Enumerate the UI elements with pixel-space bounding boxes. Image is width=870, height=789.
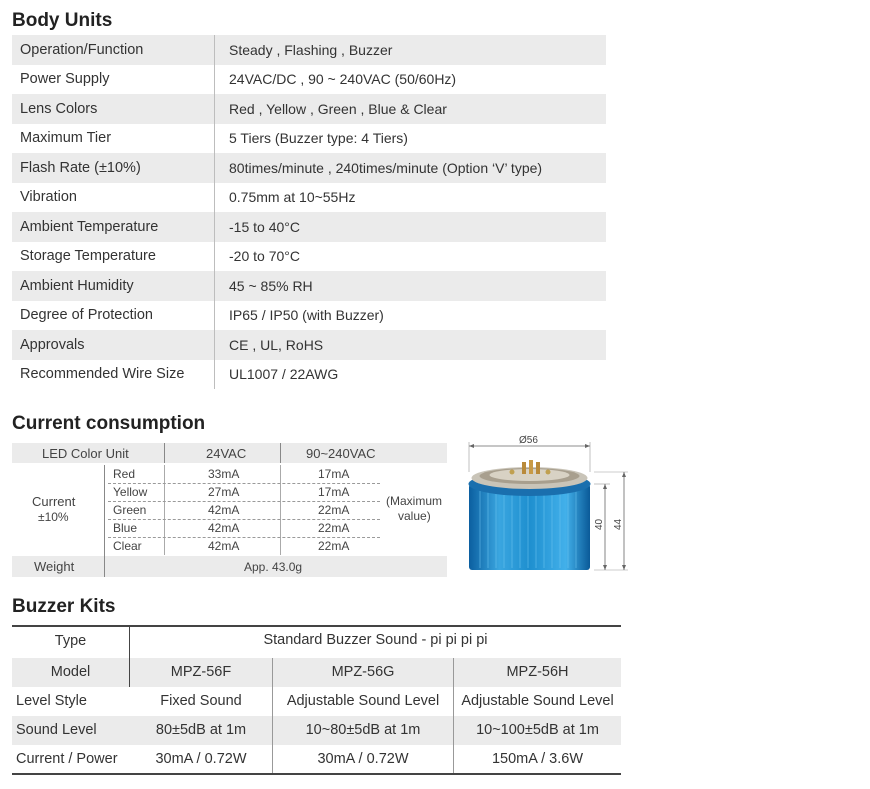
spec-value: IP65 / IP50 (with Buzzer) (229, 307, 384, 324)
spec-row (12, 35, 606, 65)
current-24vac: 27mA (208, 485, 240, 499)
spec-label: Operation/Function (12, 35, 215, 65)
current-consumption-title: Current consumption (12, 413, 206, 434)
spec-label: Recommended Wire Size (12, 360, 215, 390)
current-power-h: 150mA / 3.6W (491, 751, 584, 767)
body-units-title: Body Units (12, 10, 113, 31)
level-style-f: Fixed Sound (160, 693, 242, 709)
model-h: MPZ-56H (506, 664, 569, 680)
spec-row (12, 360, 606, 390)
header-90-240vac: 90~240VAC (306, 446, 376, 461)
spec-row (12, 124, 606, 154)
spec-row (12, 94, 606, 124)
led-color: Green (113, 503, 147, 517)
spec-label: Ambient Temperature (12, 212, 215, 242)
led-color: Yellow (113, 485, 148, 499)
spec-value: 5 Tiers (Buzzer type: 4 Tiers) (229, 130, 408, 147)
spec-label: Ambient Humidity (12, 271, 215, 301)
sound-level-label: Sound Level (16, 722, 97, 738)
spec-label: Power Supply (12, 65, 215, 95)
led-color: Blue (113, 521, 138, 535)
tower-lamp-drawing (462, 432, 642, 582)
spec-value: -15 to 40°C (229, 218, 300, 235)
max-value-note: (Maximum (386, 494, 442, 508)
model-label: Model (50, 664, 91, 680)
spec-row (12, 183, 606, 213)
spec-label: Degree of Protection (12, 301, 215, 331)
spec-row (12, 65, 606, 95)
diameter-label: Ø56 (519, 435, 538, 446)
max-value-note: value) (398, 509, 431, 523)
current-90-240vac: 22mA (318, 539, 350, 553)
type-value: Standard Buzzer Sound - pi pi pi pi (263, 632, 488, 648)
current-power-g: 30mA / 0.72W (317, 751, 409, 767)
col-divider (280, 443, 281, 463)
table-bottom-rule (12, 773, 621, 775)
current-90-240vac: 22mA (318, 503, 350, 517)
current-24vac: 42mA (208, 503, 240, 517)
spec-value: -20 to 70°C (229, 248, 300, 265)
col-divider (104, 465, 105, 577)
row-divider (108, 537, 380, 538)
spec-row (12, 330, 606, 360)
current-tolerance: ±10% (38, 510, 69, 524)
spec-value: 80times/minute , 240times/minute (Option ‘V’ type) (229, 159, 543, 176)
weight-value: App. 43.0g (244, 560, 303, 574)
row-divider (108, 483, 380, 484)
spec-label: Approvals (12, 330, 215, 360)
level-style-g: Adjustable Sound Level (286, 693, 440, 709)
height-44-label: 44 (613, 518, 624, 530)
sound-level-g: 10~80±5dB at 1m (305, 722, 421, 738)
buzzer-kits-title: Buzzer Kits (12, 596, 116, 617)
table-top-rule (12, 625, 621, 627)
col-divider (164, 443, 165, 463)
header-color-unit: LED Color Unit (42, 446, 129, 461)
spec-row (12, 153, 606, 183)
current-24vac: 42mA (208, 521, 240, 535)
led-color: Red (113, 467, 136, 481)
row-divider (108, 519, 380, 520)
spec-value: CE , UL, RoHS (229, 336, 324, 353)
sound-level-f: 80±5dB at 1m (155, 722, 247, 738)
row-divider (108, 501, 380, 502)
current-power-f: 30mA / 0.72W (155, 751, 247, 767)
level-style-label: Level Style (16, 693, 87, 709)
height-40-label: 40 (594, 518, 605, 530)
spec-value: 0.75mm at 10~55Hz (229, 189, 356, 206)
col-divider (164, 465, 165, 555)
spec-row (12, 242, 606, 272)
spec-row (12, 212, 606, 242)
model-f: MPZ-56F (170, 664, 232, 680)
weight-row (12, 556, 447, 577)
body-units-table (12, 35, 606, 389)
spec-value: Steady , Flashing , Buzzer (229, 41, 393, 58)
level-style-h: Adjustable Sound Level (461, 693, 614, 709)
spec-label: Vibration (12, 183, 215, 213)
current-90-240vac: 17mA (318, 485, 350, 499)
current-label: Current (32, 494, 76, 509)
current-90-240vac: 17mA (318, 467, 350, 481)
spec-value: 24VAC/DC , 90 ~ 240VAC (50/60Hz) (229, 71, 457, 88)
weight-label: Weight (34, 559, 75, 574)
current-24vac: 33mA (208, 467, 240, 481)
spec-row (12, 301, 606, 331)
current-table (12, 443, 447, 578)
spec-value: 45 ~ 85% RH (229, 277, 313, 294)
col-divider (280, 465, 281, 555)
buzzer-table (12, 625, 621, 775)
spec-label: Maximum Tier (12, 124, 215, 154)
current-24vac: 42mA (208, 539, 240, 553)
tower-lamp-image (462, 432, 642, 582)
spec-label: Lens Colors (12, 94, 215, 124)
led-color: Clear (113, 539, 142, 553)
header-24vac: 24VAC (206, 446, 247, 461)
model-g: MPZ-56G (331, 664, 395, 680)
spec-value: Red , Yellow , Green , Blue & Clear (229, 100, 447, 117)
spec-value: UL1007 / 22AWG (229, 366, 339, 383)
spec-row (12, 271, 606, 301)
current-90-240vac: 22mA (318, 521, 350, 535)
type-label: Type (54, 633, 87, 649)
sound-level-h: 10~100±5dB at 1m (476, 722, 599, 738)
spec-label: Storage Temperature (12, 242, 215, 272)
spec-label: Flash Rate (±10%) (12, 153, 215, 183)
current-power-label: Current / Power (16, 751, 118, 767)
